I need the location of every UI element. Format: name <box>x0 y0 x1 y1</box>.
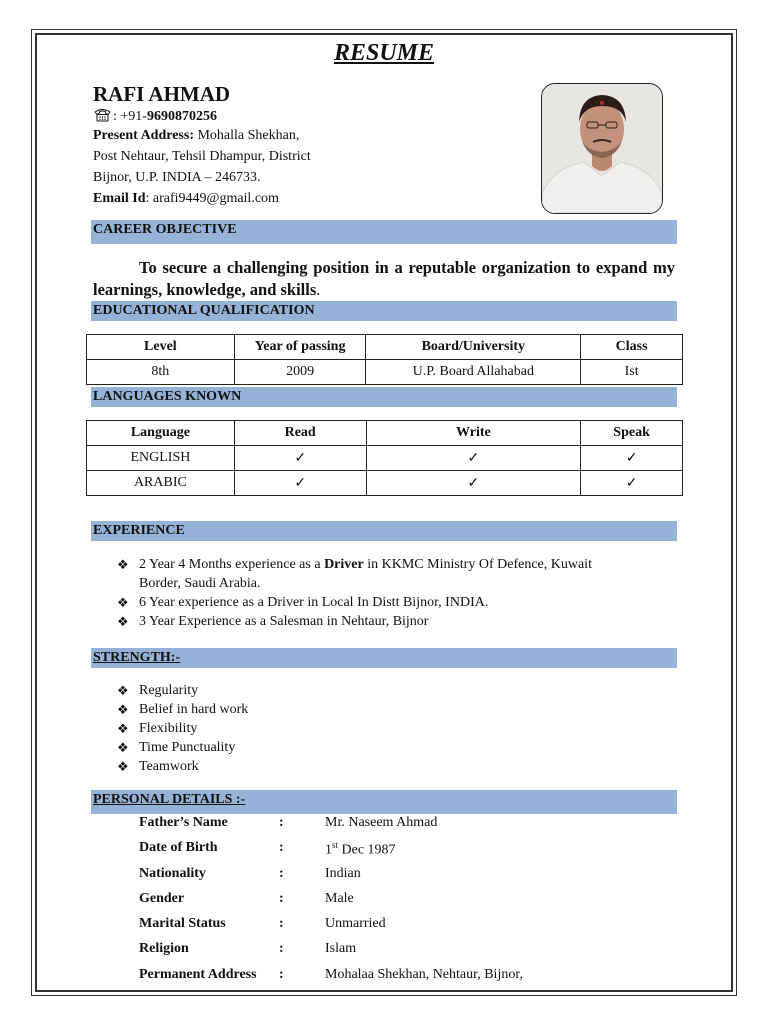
strength-text: Teamwork <box>139 759 199 774</box>
list-item <box>117 612 592 631</box>
detail-colon: : <box>279 890 284 906</box>
diamond-bullet-icon: ❖ <box>117 740 129 755</box>
objective-end: . <box>316 280 321 299</box>
check-icon: ✓ <box>581 471 683 496</box>
detail-colon: : <box>279 941 284 957</box>
check-icon: ✓ <box>234 471 366 496</box>
strength-text: Regularity <box>139 683 199 698</box>
table-header-cell: Class <box>581 335 683 360</box>
address-line-1 <box>93 128 299 144</box>
table-cell: ENGLISH <box>87 446 235 471</box>
profile-photo <box>541 83 663 214</box>
detail-colon: : <box>279 815 284 830</box>
education-table <box>86 334 683 385</box>
diamond-bullet-icon: ❖ <box>117 595 129 610</box>
table-header-row <box>87 335 683 360</box>
education-header: EDUCATIONAL QUALIFICATION <box>91 301 677 321</box>
table-row <box>87 471 683 496</box>
languages-header: LANGUAGES KNOWN <box>91 387 677 407</box>
dob-rest: Dec 1987 <box>338 842 396 858</box>
table-header-cell: Write <box>366 421 581 446</box>
check-icon: ✓ <box>234 446 366 471</box>
diamond-bullet-icon: ❖ <box>117 557 129 572</box>
address-value-1: Mohalla Shekhan, <box>193 128 300 143</box>
experience-text: Border, Saudi Arabia. <box>139 576 261 591</box>
address-line-2: Post Nehtaur, Tehsil Dhampur, District <box>93 149 311 164</box>
career-objective-header: CAREER OBJECTIVE <box>91 220 677 244</box>
email-value: : arafi9449@gmail.com <box>145 191 279 206</box>
email-line <box>93 191 279 207</box>
experience-role: Driver <box>324 557 364 572</box>
list-item <box>117 700 248 719</box>
personal-details-header: PERSONAL DETAILS :- <box>91 790 677 814</box>
languages-table <box>86 420 683 496</box>
table-row <box>87 446 683 471</box>
phone-number: 9690870256 <box>146 109 217 124</box>
detail-label: Nationality <box>139 865 206 881</box>
list-item <box>117 555 592 593</box>
detail-colon: : <box>279 865 284 881</box>
diamond-bullet-icon: ❖ <box>117 721 129 736</box>
strength-header: STRENGTH:- <box>91 648 677 668</box>
list-item <box>117 681 248 700</box>
table-header-cell: Speak <box>581 421 683 446</box>
experience-header: EXPERIENCE <box>91 521 677 541</box>
strength-list <box>117 681 248 776</box>
strength-text: Time Punctuality <box>139 740 236 755</box>
detail-value: Islam <box>325 941 357 957</box>
detail-label: Gender <box>139 890 185 906</box>
detail-colon: : <box>279 966 284 982</box>
detail-value: Male <box>325 890 354 906</box>
table-header-cell: Year of passing <box>234 335 366 360</box>
detail-value: Mohalaa Shekhan, Nehtaur, Bijnor, <box>325 966 523 982</box>
table-cell: 2009 <box>234 360 366 385</box>
objective-body: To secure a challenging position in a reputable organization to expand my learnings, knowledge, and skills <box>93 258 675 299</box>
list-item <box>117 738 248 757</box>
strength-text: Belief in hard work <box>139 702 249 717</box>
detail-value <box>325 840 396 859</box>
check-icon: ✓ <box>581 446 683 471</box>
table-header-cell: Board/University <box>366 335 581 360</box>
table-cell: ARABIC <box>87 471 235 496</box>
diamond-bullet-icon: ❖ <box>117 759 129 774</box>
check-icon: ✓ <box>366 446 581 471</box>
diamond-bullet-icon: ❖ <box>117 683 129 698</box>
detail-colon: : <box>279 916 284 932</box>
table-header-row <box>87 421 683 446</box>
detail-label: Religion <box>139 941 189 957</box>
resume-title: RESUME <box>333 40 435 66</box>
detail-colon: : <box>279 840 284 856</box>
phone-icon <box>93 108 113 127</box>
table-row <box>87 360 683 385</box>
detail-label: Father’s Name <box>139 815 228 830</box>
experience-text: 3 Year Experience as a Salesman in Nehtaur, Bijnor <box>139 614 429 629</box>
detail-label: Marital Status <box>139 916 226 932</box>
check-icon: ✓ <box>366 471 581 496</box>
address-label: Present Address: <box>93 128 194 143</box>
list-item <box>117 593 592 612</box>
dob-suffix: st <box>332 840 339 851</box>
phone-label: : +91- <box>113 109 147 124</box>
detail-label: Date of Birth <box>139 840 218 856</box>
table-header-cell: Language <box>87 421 235 446</box>
detail-value: Mr. Naseem Ahmad <box>325 815 438 830</box>
dob-day: 1 <box>325 842 332 858</box>
diamond-bullet-icon: ❖ <box>117 702 129 717</box>
table-cell: U.P. Board Allahabad <box>366 360 581 385</box>
candidate-name: RAFI AHMAD <box>93 82 231 106</box>
experience-list <box>117 555 592 631</box>
list-item <box>117 757 248 776</box>
table-header-cell: Level <box>87 335 235 360</box>
list-item <box>117 719 248 738</box>
detail-label: Permanent Address <box>139 966 257 982</box>
career-objective-text <box>93 257 675 301</box>
detail-value: Unmarried <box>325 916 386 932</box>
table-cell: Ist <box>581 360 683 385</box>
email-label: Email Id <box>93 191 146 206</box>
experience-text: 6 Year experience as a Driver in Local In Distt Bijnor, INDIA. <box>139 595 489 610</box>
diamond-bullet-icon: ❖ <box>117 614 129 629</box>
detail-value: Indian <box>325 865 361 881</box>
table-cell: 8th <box>87 360 235 385</box>
address-line-3: Bijnor, U.P. INDIA – 246733. <box>93 170 261 185</box>
table-header-cell: Read <box>234 421 366 446</box>
strength-text: Flexibility <box>139 721 198 736</box>
experience-text: in KKMC Ministry Of Defence, Kuwait <box>363 557 592 572</box>
phone-line <box>93 108 217 127</box>
experience-text: 2 Year 4 Months experience as a <box>139 557 325 572</box>
